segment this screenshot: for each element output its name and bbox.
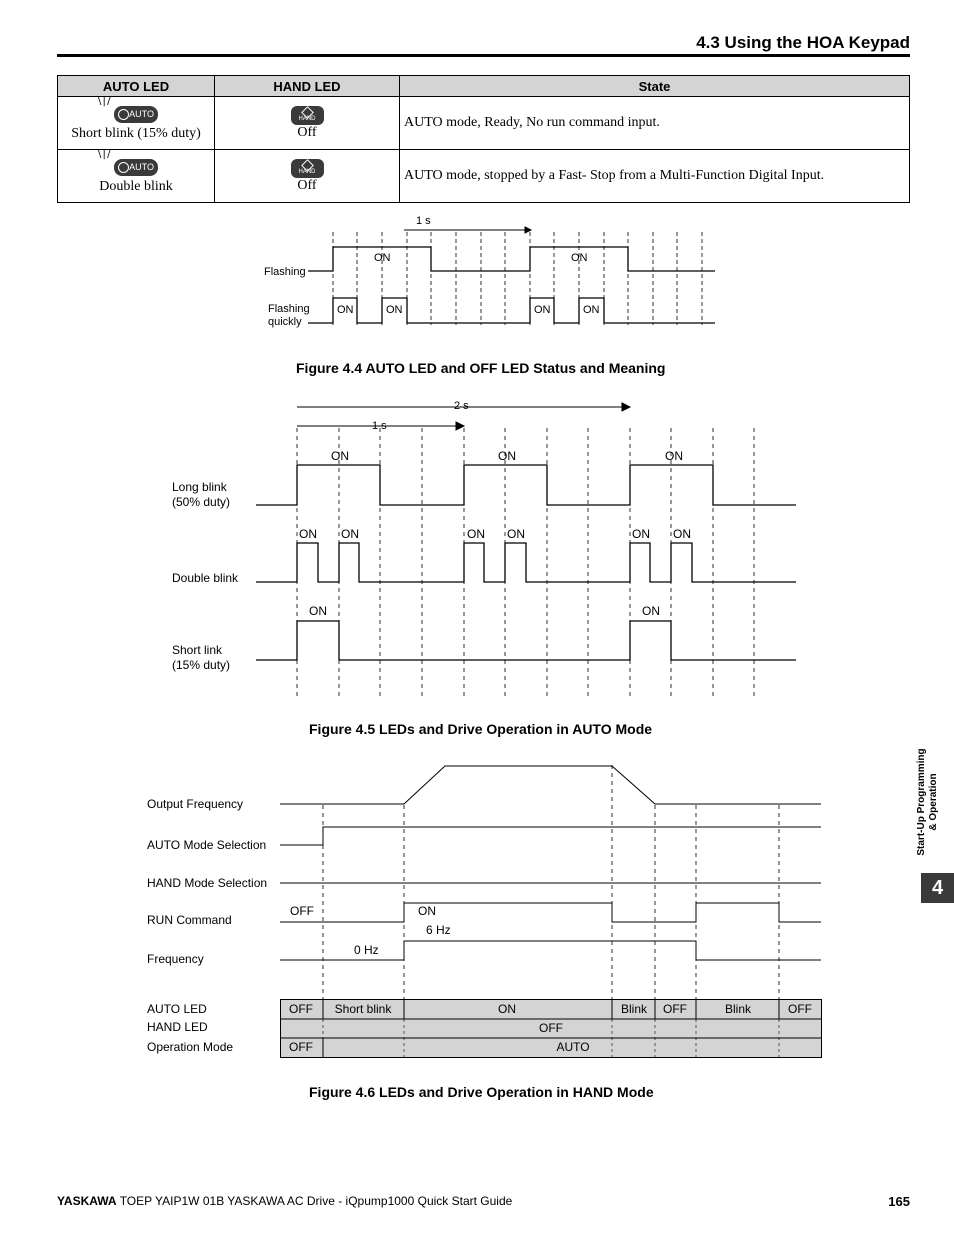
fig44-timing-diagram bbox=[0, 210, 954, 340]
label-operation-mode: Operation Mode bbox=[147, 1040, 234, 1054]
label-output-frequency: Output Frequency bbox=[147, 797, 244, 811]
state-cell: AUTO mode, Ready, No run command input. bbox=[400, 97, 910, 150]
auto-led-state: Blink bbox=[724, 1002, 752, 1016]
long-blink-label-1: Long blink bbox=[172, 480, 227, 494]
auto-led-state: OFF bbox=[289, 1002, 313, 1016]
run-on-label: ON bbox=[418, 904, 436, 918]
col-auto-led: AUTO LED bbox=[58, 76, 215, 97]
header-rule bbox=[57, 54, 910, 57]
hand-led-caption: Off bbox=[297, 177, 317, 193]
hand-led-cell bbox=[215, 150, 400, 203]
short-link-label-1: Short link bbox=[172, 643, 223, 657]
on-label: ON bbox=[374, 252, 391, 264]
label-hand-mode-selection: HAND Mode Selection bbox=[147, 876, 268, 890]
footer-brand: YASKAWA bbox=[57, 1194, 117, 1208]
auto-led-icon: \ | / AUTO bbox=[114, 106, 158, 126]
auto-led-state: ON bbox=[498, 1002, 516, 1016]
fig45-timing-diagram bbox=[0, 395, 954, 705]
col-hand-led: HAND LED bbox=[215, 76, 400, 97]
table-header-row bbox=[58, 76, 910, 97]
on-label: ON bbox=[583, 304, 600, 316]
on-label: ON bbox=[386, 304, 403, 316]
side-section-label: Start-Up Programming & Operation bbox=[916, 748, 939, 856]
hand-led-state: OFF bbox=[539, 1021, 563, 1035]
hand-led-cell bbox=[215, 97, 400, 150]
freq-6hz-label: 6 Hz bbox=[426, 923, 451, 937]
fig45-t2-label: 2 s bbox=[454, 400, 469, 412]
on-label: ON bbox=[571, 252, 588, 264]
fig44-flashing-label: Flashing bbox=[264, 266, 306, 278]
table-row bbox=[58, 150, 910, 203]
on-label: ON bbox=[341, 527, 359, 541]
double-blink-label: Double blink bbox=[172, 571, 239, 585]
fig44-title: Figure 4.4 AUTO LED and OFF LED Status and Meaning bbox=[296, 360, 666, 376]
on-label: ON bbox=[534, 304, 551, 316]
auto-led-state: OFF bbox=[663, 1002, 687, 1016]
on-label: ON bbox=[665, 449, 683, 463]
auto-led-state: Blink bbox=[620, 1002, 648, 1016]
op-mode-state: AUTO bbox=[556, 1040, 590, 1054]
on-label: ON bbox=[507, 527, 525, 541]
on-label: ON bbox=[331, 449, 349, 463]
footer-text: TOEP YAIP1W 01B YASKAWA AC Drive - iQpump1000 Quick Start Guide bbox=[116, 1194, 513, 1208]
freq-0hz-label: 0 Hz bbox=[354, 943, 379, 957]
on-label: ON bbox=[309, 604, 327, 618]
fig44-time-label: 1 s bbox=[416, 215, 431, 227]
fig46-title: Figure 4.6 LEDs and Drive Operation in HAND Mode bbox=[309, 1084, 654, 1100]
label-run-command: RUN Command bbox=[147, 913, 232, 927]
col-state: State bbox=[400, 76, 910, 97]
led-state-table bbox=[57, 75, 910, 203]
footer bbox=[57, 1194, 512, 1208]
on-label: ON bbox=[498, 449, 516, 463]
label-auto-led: AUTO LED bbox=[147, 1002, 207, 1016]
run-off-label: OFF bbox=[290, 904, 314, 918]
auto-led-caption: Double blink bbox=[99, 179, 173, 194]
on-label: ON bbox=[673, 527, 691, 541]
on-label: ON bbox=[642, 604, 660, 618]
auto-led-cell bbox=[58, 97, 215, 150]
auto-led-icon: \ | / AUTO bbox=[114, 159, 158, 179]
fig44-quick-label-1: Flashing bbox=[268, 303, 310, 315]
op-mode-state: OFF bbox=[289, 1040, 313, 1054]
hand-led-icon: HAND bbox=[291, 106, 324, 125]
section-title: 4.3 Using the HOA Keypad bbox=[696, 33, 910, 52]
on-label: ON bbox=[632, 527, 650, 541]
auto-led-state: OFF bbox=[788, 1002, 812, 1016]
hand-led-caption: Off bbox=[297, 124, 317, 140]
auto-led-state: Short blink bbox=[334, 1002, 392, 1016]
label-hand-led: HAND LED bbox=[147, 1020, 208, 1034]
auto-led-caption: Short blink (15% duty) bbox=[71, 126, 201, 141]
fig46-timing-diagram bbox=[0, 755, 954, 1065]
long-blink-label-2: (50% duty) bbox=[172, 495, 231, 509]
on-label: ON bbox=[299, 527, 317, 541]
hand-led-icon: HAND bbox=[291, 159, 324, 178]
table-row bbox=[58, 97, 910, 150]
on-label: ON bbox=[337, 304, 354, 316]
label-frequency: Frequency bbox=[147, 952, 204, 966]
auto-led-cell bbox=[58, 150, 215, 203]
on-label: ON bbox=[467, 527, 485, 541]
fig45-t1-label: 1 s bbox=[372, 420, 387, 432]
short-link-label-2: (15% duty) bbox=[172, 658, 231, 672]
state-cell: AUTO mode, stopped by a Fast- Stop from a Multi-Function Digital Input. bbox=[400, 150, 910, 203]
page-number: 165 bbox=[888, 1194, 910, 1209]
fig45-title: Figure 4.5 LEDs and Drive Operation in AUTO Mode bbox=[309, 721, 653, 737]
chapter-tab: 4 bbox=[921, 873, 954, 903]
label-auto-mode-selection: AUTO Mode Selection bbox=[147, 838, 267, 852]
fig44-quick-label-2: quickly bbox=[268, 316, 302, 328]
